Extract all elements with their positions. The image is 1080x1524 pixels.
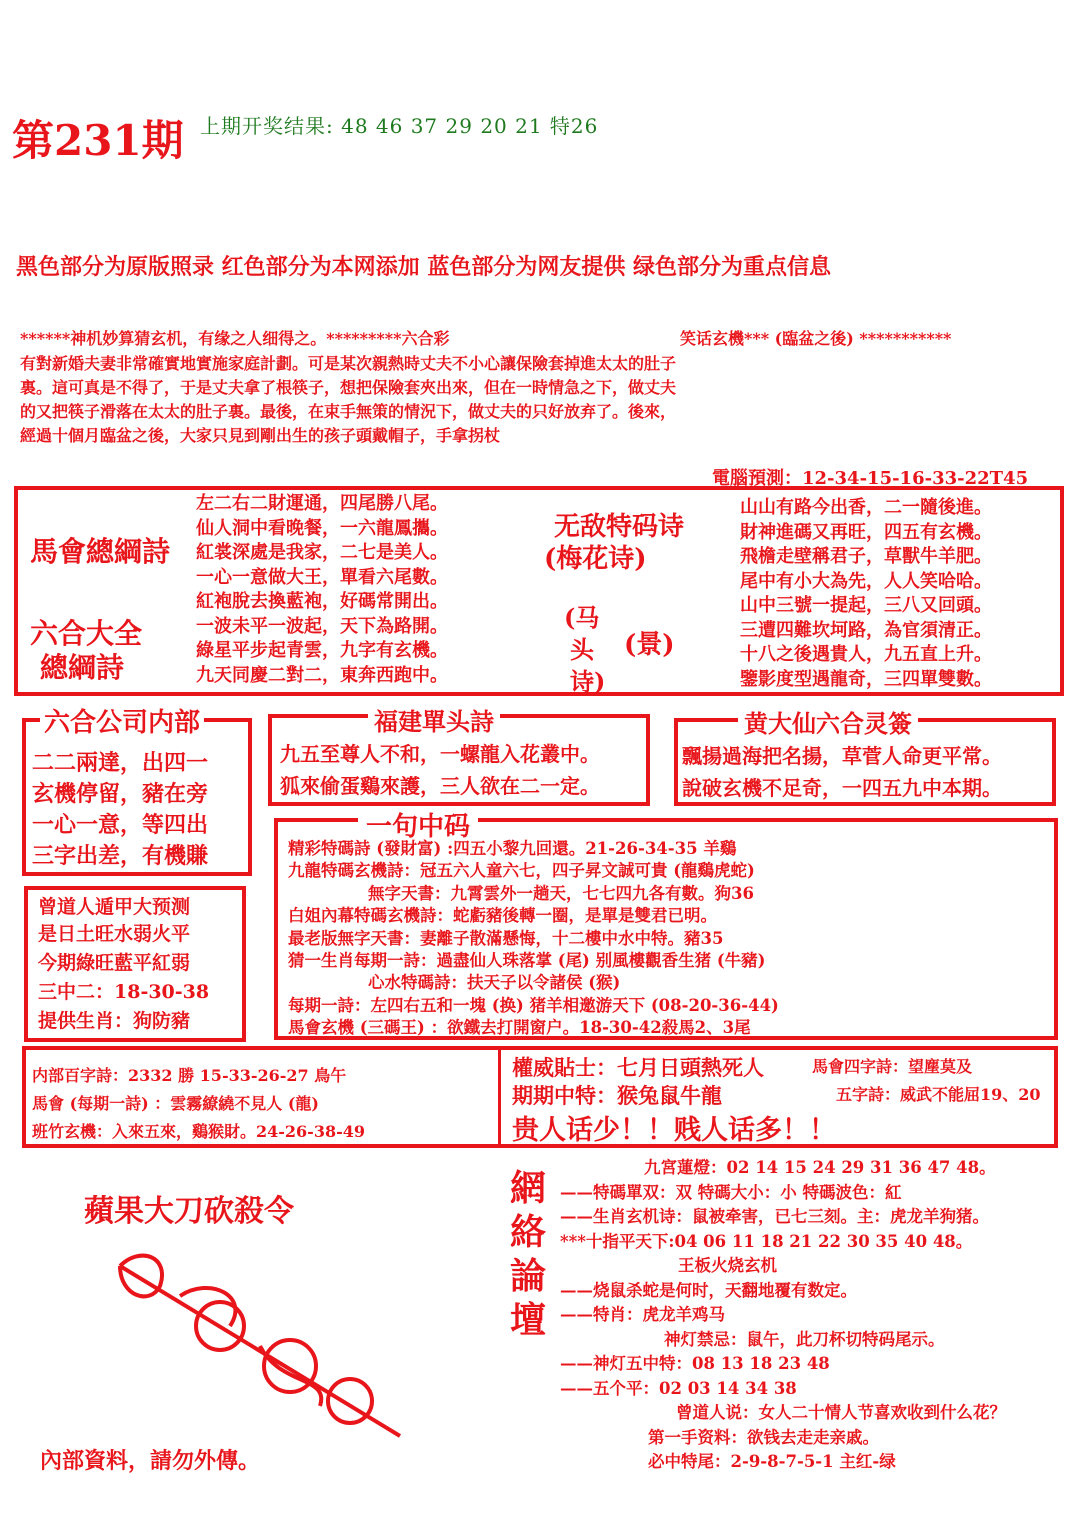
company-line: 三字出差，有機賺 [32, 843, 209, 869]
mid-b2: 头 [570, 635, 594, 664]
forum-char: 論 [510, 1255, 547, 1297]
mid-title: 无敌特码诗 [554, 512, 685, 542]
tip-line-1: 權威貼士：七月日頭熱死人 [512, 1055, 764, 1080]
company-line: 一心一意，等四出 [32, 812, 209, 838]
forum-line: 神灯禁忌：鼠午，此刀杯切特码尾示。 [664, 1329, 945, 1349]
forum-line: 王板火烧玄机 [678, 1256, 777, 1275]
company-line: 玄機停留，豬在旁 [32, 781, 209, 807]
fujian-box [268, 707, 650, 806]
fujian-lines [280, 738, 600, 802]
box1-title-a: 馬會總綱詩 [30, 535, 171, 568]
last-result: 上期开奖结果: 48 46 37 29 20 21 特26 [200, 114, 599, 138]
tip-line-3: 贵人话少！！贱人话多！！ [512, 1115, 836, 1146]
poem-line: 三遭四難坎坷路，為官須清正。 [740, 619, 992, 641]
forum-line: ——神灯五中特：08 13 18 23 48 [560, 1354, 830, 1373]
forum-line: ***十指平天下:04 06 11 18 21 22 30 35 40 48。 [560, 1231, 973, 1251]
mid-b4: 诗) [570, 667, 606, 696]
issue-title: 第231期 [12, 116, 184, 165]
yiju-line: 最老版無字天書：妻離子散滿懸悔，十二樓中水中特。豬35 [288, 928, 724, 948]
yiju-lines [288, 838, 779, 1040]
forum-line: 曾道人说：女人二十情人节喜欢收到什么花？ [676, 1403, 1006, 1422]
poem-line: 山中三號一提起，三八又回頭。 [740, 595, 992, 616]
poem-line: 鑒影度型遇龍奇，三四單雙數。 [740, 668, 992, 690]
huang-line: 飄揚過海把名揚，草菅人命更平常。 [682, 744, 1002, 768]
forum-line: ——特碼單双：双 特碼大小：小 特碼波色：紅 [560, 1182, 902, 1202]
forum-line: ——五个平：02 03 14 34 38 [560, 1378, 797, 1398]
zengdao-box [24, 886, 246, 1042]
poem-line: 紅裳深處是我家，二七是美人。 [196, 542, 448, 563]
poem-line: 飛檐走壁稱君子，草獸牛羊肥。 [740, 546, 992, 567]
forum-line: ——烧鼠杀蛇是何时，天翻地覆有数定。 [560, 1280, 857, 1300]
yiju-line: 無字天書：九霄雲外一趟天，七七四九各有數。狗36 [368, 883, 754, 903]
company-box [22, 708, 252, 876]
divider [498, 1050, 501, 1144]
yiju-line: 九龍特碼玄機詩：冠五六人童六七，四子昇文誠可貴 (龍鷄虎蛇) [288, 861, 755, 881]
huangdaxian-box [674, 709, 1056, 806]
huang-title: 黄大仙六合灵簽 [738, 704, 918, 739]
forum-char: 絡 [510, 1211, 547, 1253]
info-line: 馬會 (每期一詩) ：雲霧繚繞不見人 (龍) [32, 1094, 319, 1113]
yiju-line: 白姐內幕特碼玄機詩：蛇虧豬後轉一圈，是單是雙君已明。 [288, 906, 717, 926]
zengdao-line: 三中二：18-30-38 [38, 981, 210, 1003]
joke-line: 裏。這可真是不得了，于是丈夫拿了根筷子，想把保險套夾出來，但在一時情急之下，做丈夫 [20, 378, 677, 397]
fujian-line: 九五至尊人不和，一螺龍入花叢中。 [280, 742, 600, 766]
yiju-line: 每期一詩：左四右五和一塊 (换) 猪羊相邀游天下 (08-20-36-44) [288, 995, 779, 1015]
forum-vertical [510, 1166, 546, 1342]
zengdao-line: 提供生肖：狗防豬 [38, 1010, 191, 1032]
joke-line: 經過十個月臨盆之後，大家只見到剛出生的孩子頭戴帽子，手拿拐杖 [20, 426, 501, 445]
yiju-line: 精彩特碼詩 (發財富) :四五小黎九回還。21-26-34-35 羊鷄 [288, 839, 737, 858]
forum-line: 必中特尾：2-9-8-7-5-1 主红-绿 [648, 1452, 896, 1471]
color-notice: 黑色部分为原版照录 红色部分为本网添加 蓝色部分为网友提供 绿色部分为重点信息 [16, 255, 831, 280]
huang-line: 說破玄機不足奇，一四五九中本期。 [682, 776, 1002, 800]
info-line: 内部百字詩：2332 勝 15-33-26-27 鳥午 [32, 1066, 347, 1085]
fujian-title: 福建單头詩 [368, 702, 500, 737]
yiju-title: 一句中码 [358, 806, 478, 843]
forum-line: 第一手资料：欲钱去走走亲戚。 [648, 1427, 879, 1447]
forum-line: 九宮蓮燈：02 14 15 24 29 31 36 47 48。 [644, 1158, 996, 1177]
yiju-line: 馬會玄機 (三碼王) ：欲鐵去打開窗户。18-30-42殺馬2、3尾 [288, 1018, 751, 1038]
company-title: 六合公司内部 [40, 702, 204, 739]
poem-right [740, 496, 992, 692]
joke-head-left: ******神机妙算猜玄机，有缘之人细得之。*********六合彩 [20, 329, 450, 348]
zengdao-line: 今期綠旺藍平紅弱 [38, 952, 191, 974]
apple-footer: 內部資料，請勿外傳。 [40, 1448, 261, 1474]
mid-sub: (梅花诗) [544, 544, 647, 574]
poem-left [196, 492, 448, 688]
poem-line: 綠星平步起青雲，九字有玄機。 [196, 640, 448, 661]
yiju-line: 心水特碼詩：扶天子以令諸侯 (猴) [368, 973, 621, 993]
poem-line: 九天同慶二對二，東奔西跑中。 [196, 664, 448, 686]
mid-b1: (马 [564, 603, 600, 632]
forum-lines [560, 1156, 1006, 1475]
joke-head-right: 笑话玄機*** (臨盆之後) *********** [680, 329, 952, 348]
poem-line: 山山有路今出香，二一隨後進。 [740, 497, 992, 518]
joke-text [20, 352, 1070, 448]
forum-char: 壇 [510, 1299, 547, 1341]
tip-line-2b: 五字詩：威武不能屈19、20 [836, 1085, 1041, 1104]
tip-line-2: 期期中特：猴兔鼠牛龍 [512, 1083, 722, 1108]
poem-line: 一波未平一波起，天下為路開。 [196, 615, 448, 637]
box1-title-b: 六合大全 [30, 617, 143, 650]
sword-illustration [80, 1236, 420, 1446]
poem-line: 仙人洞中看晚餐，一六龍鳳攜。 [196, 517, 448, 539]
yiju-box [274, 812, 1058, 1040]
bottom-left-lines [32, 1062, 365, 1146]
tip-line-1b: 馬會四字詩：望塵莫及 [812, 1057, 973, 1076]
zengdao-line: 是日土旺水弱火平 [38, 923, 191, 945]
poem-line: 財神進碼又再旺，四五有玄機。 [740, 521, 992, 543]
forum-line: ——生肖玄机诗：鼠被牵害，已七三刻。主：虎龙羊狗猪。 [560, 1207, 989, 1226]
joke-line: 有對新婚夫妻非常確實地實施家庭計劃。可是某次親熱時丈夫不小心讓保險套掉進太太的肚子 [20, 354, 677, 373]
computer-forecast: 電腦預測：12-34-15-16-33-22T45 [712, 468, 1029, 489]
poem-line: 十八之後遇貴人，九五直上升。 [740, 644, 992, 665]
main-poem-box [14, 486, 1064, 696]
company-line: 二二兩達，出四一 [32, 750, 209, 776]
joke-line: 的又把筷子滑落在太太的肚子裏。最後，在束手無策的情況下，做丈夫的只好放弃了。後來， [20, 402, 677, 421]
huang-lines [682, 740, 1002, 804]
poem-line: 紅袍脫去換藍袍，好碼常開出。 [196, 591, 448, 612]
fujian-line: 狐來偷蛋鷄來護，三人欲在二一定。 [280, 774, 600, 798]
company-lines [32, 748, 208, 872]
box1-title-c: 總綱詩 [40, 651, 125, 684]
poem-line: 一心一意做大王，單看六尾數。 [196, 566, 448, 588]
zengdao-lines [38, 920, 209, 1036]
poem-line: 尾中有小大為先，人人笑哈哈。 [740, 570, 992, 592]
info-box [22, 1046, 1058, 1148]
poem-line: 左二右二財運通，四尾勝八尾。 [196, 493, 448, 514]
zengdao-title: 曾道人遁甲大预测 [38, 896, 191, 918]
yiju-line: 猜一生肖每期一詩：過盡仙人珠落掌 (尾) 别風樓觀香生猪 (牛豬) [288, 951, 766, 971]
info-line: 班竹玄機：入來五來，鷄猴財。24-26-38-49 [32, 1122, 365, 1141]
forum-line: ——特肖：虎龙羊鸡马 [560, 1305, 725, 1324]
mid-b3: (景) [624, 630, 675, 660]
forum-char: 網 [510, 1167, 547, 1209]
apple-title: 蘋果大刀砍殺令 [84, 1194, 294, 1229]
